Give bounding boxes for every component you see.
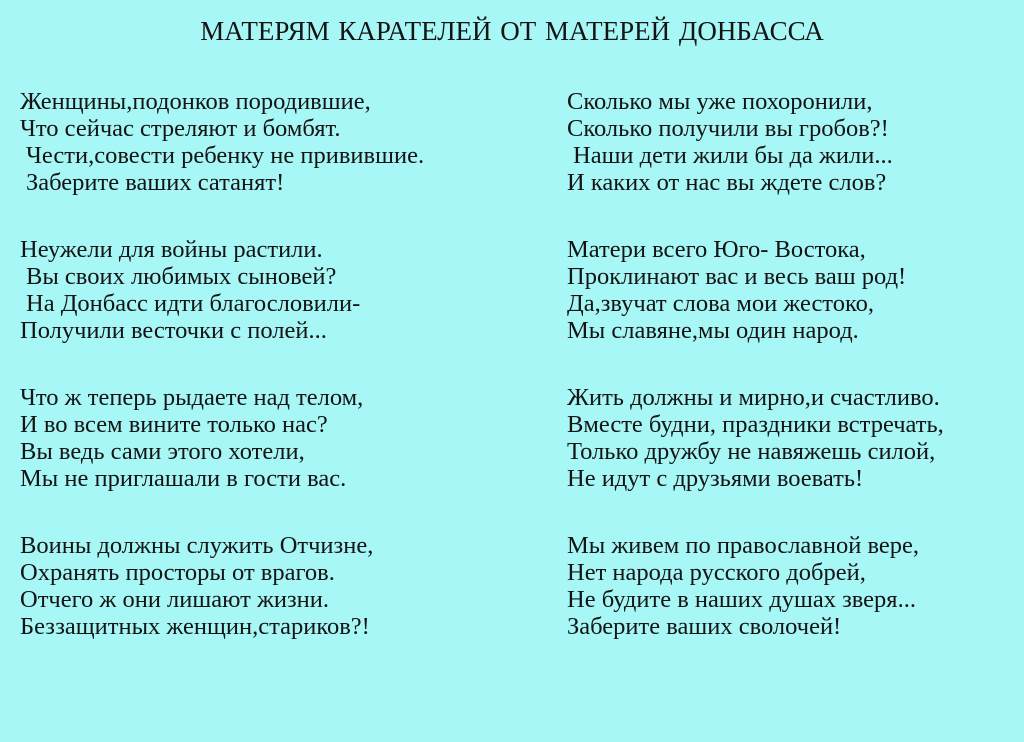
poem-line: Заберите ваших сволочей! [567,613,842,640]
poem-line: Матери всего Юго- Востока, [567,236,866,263]
poem-line: Получили весточки с полей... [20,317,327,344]
poem-line: Воины должны служить Отчизне, [20,532,374,559]
stanza [567,88,1017,196]
poem-line: Вы своих любимых сыновей? [26,263,337,290]
poem-line: Охранять просторы от врагов. [20,559,335,586]
poem-line: Сколько получили вы гробов?! [567,115,889,142]
stanza [567,384,1017,492]
poem-line: Мы славяне,мы один народ. [567,317,859,344]
poem-line: Не будите в наших душах зверя... [567,586,916,613]
right-column [567,88,1017,680]
poem-line: На Донбасс идти благословили- [26,290,361,317]
poem-line: Женщины,подонков породившие, [20,88,371,115]
poem-line: Да,звучат слова мои жестоко, [567,290,874,317]
poem-line: Чести,совести ребенку не привившие. [26,142,425,169]
poem-title: МАТЕРЯМ КАРАТЕЛЕЙ ОТ МАТЕРЕЙ ДОНБАССА [200,16,824,46]
poem-line: Неужели для войны растили. [20,236,323,263]
poem-line: Беззащитных женщин,стариков?! [20,613,370,640]
left-column [20,88,520,680]
poem-line: Заберите ваших сатанят! [26,169,285,196]
poem-line: Мы живем по православной вере, [567,532,920,559]
poem-line: Только дружбу не навяжешь силой, [567,438,936,465]
stanza [20,236,520,344]
poem-line: Сколько мы уже похоронили, [567,88,873,115]
poem-line: Вы ведь сами этого хотели, [20,438,305,465]
poem-line: Отчего ж они лишают жизни. [20,586,330,613]
poem-line: И каких от нас вы ждете слов? [567,169,887,196]
poem-line: Вместе будни, праздники встречать, [567,411,944,438]
poem-line: Проклинают вас и весь ваш род! [567,263,907,290]
stanza [20,384,520,492]
poem-line: Наши дети жили бы да жили... [573,142,893,169]
poem-line: Нет народа русского добрей, [567,559,866,586]
stanza [20,532,520,640]
poem-line: Мы не приглашали в гости вас. [20,465,347,492]
stanza [20,88,520,196]
stanza [567,236,1017,344]
poem-line: Не идут с друзьями воевать! [567,465,864,492]
poem-line: И во всем вините только нас? [20,411,328,438]
poem-line: Жить должны и мирно,и счастливо. [567,384,940,411]
stanza [567,532,1017,640]
poem-line: Что сейчас стреляют и бомбят. [20,115,341,142]
poem-line: Что ж теперь рыдаете над телом, [20,384,364,411]
